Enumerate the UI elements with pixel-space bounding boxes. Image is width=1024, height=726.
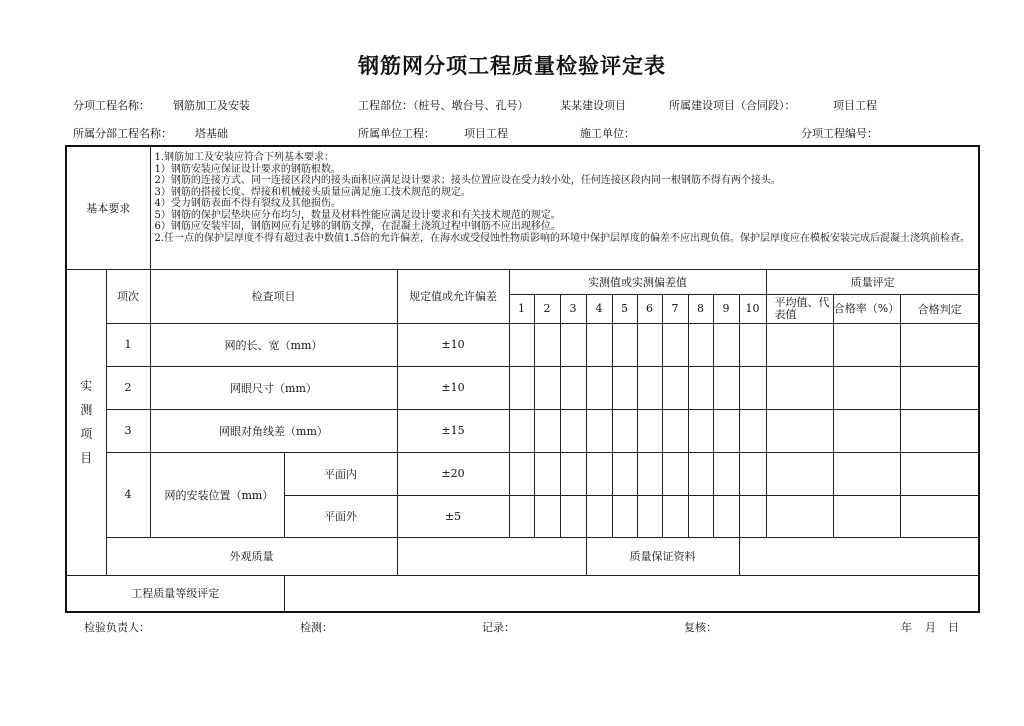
- avg-cell[interactable]: [766, 495, 833, 537]
- value-cell[interactable]: [509, 452, 534, 495]
- value-cell[interactable]: [534, 366, 560, 409]
- parent-work-value: 塔基础: [195, 127, 228, 140]
- judge-cell[interactable]: [900, 323, 979, 366]
- judge-cell[interactable]: [900, 366, 979, 409]
- record-label: 记录：: [482, 621, 515, 634]
- value-cell[interactable]: [637, 366, 662, 409]
- row-item: 网眼尺寸（mm）: [150, 366, 397, 409]
- value-cell[interactable]: [739, 323, 766, 366]
- location-value: 某某建设项目: [560, 99, 626, 112]
- value-cell[interactable]: [688, 409, 713, 452]
- row-no: 4: [106, 452, 150, 537]
- date-day: 日: [948, 621, 959, 634]
- avg-cell[interactable]: [766, 366, 833, 409]
- qa-documents-label: 质量保证资料: [586, 537, 739, 575]
- value-cell[interactable]: [612, 495, 637, 537]
- unit-work-label: 所属单位工程：: [358, 127, 435, 140]
- value-cell[interactable]: [739, 452, 766, 495]
- table-row: [66, 452, 979, 495]
- value-col-header: 8: [688, 294, 713, 323]
- value-cell[interactable]: [534, 409, 560, 452]
- row-subitem: 平面外: [284, 495, 397, 537]
- value-cell[interactable]: [637, 409, 662, 452]
- value-cell[interactable]: [662, 409, 688, 452]
- requirement-line: 3）钢筋的搭接长度、焊接和机械接头质量应满足施工技术规范的规定。: [154, 186, 471, 198]
- judge-cell[interactable]: [900, 495, 979, 537]
- basic-requirements-text: [150, 146, 979, 269]
- value-col-header: 5: [612, 294, 637, 323]
- row-no: 1: [106, 323, 150, 366]
- value-cell[interactable]: [586, 323, 612, 366]
- rate-cell[interactable]: [833, 409, 900, 452]
- value-cell[interactable]: [586, 495, 612, 537]
- judge-cell[interactable]: [900, 452, 979, 495]
- value-cell[interactable]: [713, 452, 739, 495]
- value-cell[interactable]: [612, 452, 637, 495]
- inspector-label: 检验负责人：: [84, 621, 150, 634]
- rate-cell[interactable]: [833, 452, 900, 495]
- rate-cell[interactable]: [833, 323, 900, 366]
- unit-work-value: 项目工程: [464, 127, 508, 140]
- value-cell[interactable]: [688, 495, 713, 537]
- value-col-header: 3: [560, 294, 586, 323]
- value-cell[interactable]: [612, 323, 637, 366]
- value-cell[interactable]: [534, 452, 560, 495]
- value-cell[interactable]: [586, 366, 612, 409]
- location-label: 工程部位：（桩号、墩台号、孔号）: [358, 99, 529, 112]
- value-cell[interactable]: [509, 323, 534, 366]
- row-no: 3: [106, 409, 150, 452]
- row-spec: ±5: [397, 495, 509, 537]
- row-spec: ±10: [397, 323, 509, 366]
- value-cell[interactable]: [560, 323, 586, 366]
- table-row: [66, 323, 979, 366]
- appearance-quality-field[interactable]: [397, 537, 586, 575]
- measured-items-side-label: [66, 269, 106, 575]
- contractor-label: 施工单位：: [580, 127, 635, 140]
- value-cell[interactable]: [586, 452, 612, 495]
- value-cell[interactable]: [509, 495, 534, 537]
- value-cell[interactable]: [509, 409, 534, 452]
- parent-work-label: 所属分部工程名称：: [73, 127, 172, 140]
- row-spec: ±15: [397, 409, 509, 452]
- date-year: 年: [901, 621, 912, 634]
- value-cell[interactable]: [739, 366, 766, 409]
- value-cell[interactable]: [586, 409, 612, 452]
- col-header-no: 项次: [106, 269, 150, 323]
- rate-cell[interactable]: [833, 495, 900, 537]
- value-cell[interactable]: [713, 495, 739, 537]
- col-header-quality: 质量评定: [766, 269, 979, 294]
- requirement-line: 5）钢筋的保护层垫块应分布均匀，数量及材料性能应满足设计要求和有关技术规范的规定。: [154, 209, 561, 221]
- value-cell[interactable]: [688, 366, 713, 409]
- project-value: 项目工程: [833, 99, 877, 112]
- review-label: 复核：: [684, 621, 717, 634]
- check-label: 检测：: [300, 621, 333, 634]
- table-row: [66, 409, 979, 452]
- col-header-rate: 合格率（%）: [833, 294, 900, 323]
- date-month: 月: [925, 621, 936, 634]
- value-cell[interactable]: [534, 495, 560, 537]
- row-no: 2: [106, 366, 150, 409]
- row-item: 网的安装位置（mm）: [150, 452, 284, 537]
- avg-cell[interactable]: [766, 452, 833, 495]
- value-cell[interactable]: [560, 366, 586, 409]
- row-spec: ±20: [397, 452, 509, 495]
- value-col-header: 9: [713, 294, 739, 323]
- value-col-header: 1: [509, 294, 534, 323]
- quality-grade-label: 工程质量等级评定: [66, 575, 284, 612]
- col-header-spec: 规定值或允许偏差: [397, 269, 509, 323]
- row-item: 网眼对角线差（mm）: [150, 409, 397, 452]
- item-name-label: 分项工程名称：: [73, 99, 150, 112]
- work-number-label: 分项工程编号：: [801, 127, 878, 140]
- appearance-quality-label: 外观质量: [106, 537, 397, 575]
- value-cell[interactable]: [662, 323, 688, 366]
- item-name-value: 钢筋加工及安装: [173, 99, 250, 112]
- basic-requirements-label: 基本要求: [66, 146, 150, 269]
- requirement-line: 1）钢筋安装应保证设计要求的钢筋根数。: [154, 163, 341, 175]
- value-cell[interactable]: [713, 366, 739, 409]
- row-spec: ±10: [397, 366, 509, 409]
- value-cell[interactable]: [637, 495, 662, 537]
- judge-cell[interactable]: [900, 409, 979, 452]
- col-header-item: 检查项目: [150, 269, 397, 323]
- value-cell[interactable]: [637, 323, 662, 366]
- col-header-values: 实测值或实测偏差值: [509, 269, 766, 294]
- value-cell[interactable]: [560, 409, 586, 452]
- requirement-line: 2）钢筋的连接方式、同一连接区段内的接头面积应满足设计要求；接头位置应设在受力较小处，任何连接区段内同一根钢筋不得有两个接头。: [154, 175, 781, 186]
- side-char: 实: [80, 379, 93, 393]
- row-item: 网的长、宽（mm）: [150, 323, 397, 366]
- requirement-line: 1.钢筋加工及安装应符合下列基本要求：: [154, 152, 335, 163]
- evaluation-table: [65, 145, 980, 613]
- value-cell[interactable]: [713, 409, 739, 452]
- value-cell[interactable]: [739, 409, 766, 452]
- value-col-header: 2: [534, 294, 560, 323]
- row-subitem: 平面内: [284, 452, 397, 495]
- value-cell[interactable]: [713, 323, 739, 366]
- value-cell[interactable]: [739, 495, 766, 537]
- value-cell[interactable]: [688, 323, 713, 366]
- value-cell[interactable]: [534, 323, 560, 366]
- value-col-header: 4: [586, 294, 612, 323]
- value-cell[interactable]: [509, 366, 534, 409]
- value-col-header: 10: [739, 294, 766, 323]
- value-cell[interactable]: [662, 495, 688, 537]
- requirement-line: 2.任一点的保护层厚度不得有超过表中数值1.5倍的允许偏差，在海水或受侵蚀性物质影响的环境中保护层厚度的偏差不应出现负值。保护层厚度应在模板安装完成后混凝土浇筑前检查。: [154, 232, 970, 244]
- value-cell[interactable]: [560, 452, 586, 495]
- value-cell[interactable]: [560, 495, 586, 537]
- avg-cell[interactable]: [766, 323, 833, 366]
- side-char: 项: [80, 427, 93, 441]
- quality-grade-field[interactable]: [284, 575, 979, 612]
- col-header-avg: 平均值、代表值: [766, 294, 833, 323]
- value-cell[interactable]: [688, 452, 713, 495]
- requirement-line: 4）受力钢筋表面不得有裂纹及其他损伤。: [154, 198, 341, 209]
- value-cell[interactable]: [637, 452, 662, 495]
- side-char: 目: [80, 451, 93, 465]
- side-char: 测: [80, 403, 93, 417]
- col-header-judge: 合格判定: [900, 294, 979, 323]
- rate-cell[interactable]: [833, 366, 900, 409]
- value-cell[interactable]: [612, 366, 637, 409]
- value-cell[interactable]: [612, 409, 637, 452]
- project-label: 所属建设项目（合同段）：: [669, 99, 796, 112]
- table-row: [66, 366, 979, 409]
- qa-documents-field[interactable]: [739, 537, 979, 575]
- page-title: 钢筋网分项工程质量检验评定表: [358, 54, 666, 78]
- value-cell[interactable]: [662, 366, 688, 409]
- value-col-header: 6: [637, 294, 662, 323]
- avg-cell[interactable]: [766, 409, 833, 452]
- requirement-line: 6）钢筋应安装牢固，钢筋网应有足够的钢筋支撑，在混凝土浇筑过程中钢筋不应出现移位。: [154, 221, 561, 232]
- value-col-header: 7: [662, 294, 688, 323]
- value-cell[interactable]: [662, 452, 688, 495]
